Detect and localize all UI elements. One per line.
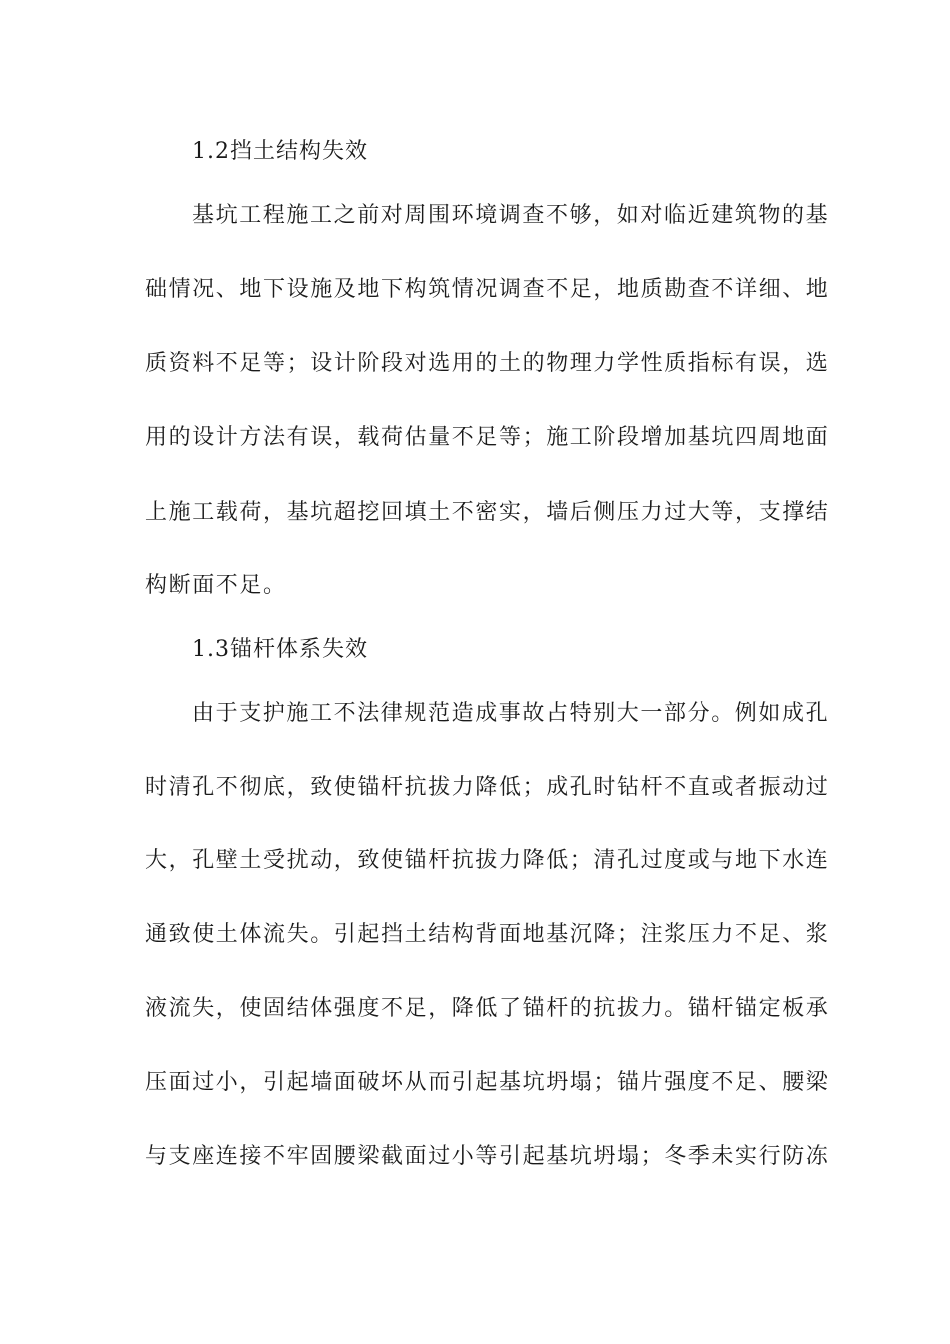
paragraph-line: 压面过小，引起墙面破坏从而引起基坑坍塌；锚片强度不足、腰梁 bbox=[145, 1070, 830, 1095]
paragraph-line: 通致使土体流失。引起挡土结构背面地基沉降；注浆压力不足、浆 bbox=[145, 922, 830, 947]
paragraph-line: 用的设计方法有误，载荷估量不足等；施工阶段增加基坑四周地面 bbox=[145, 425, 830, 450]
paragraph-line: 大，孔壁土受扰动，致使锚杆抗拔力降低；清孔过度或与地下水连 bbox=[145, 848, 830, 873]
section-heading-retaining-structure: 1.2挡土结构失效 bbox=[192, 139, 368, 164]
paragraph-line: 液流失，使固结体强度不足，降低了锚杆的抗拔力。锚杆锚定板承 bbox=[145, 996, 830, 1021]
paragraph-line: 时清孔不彻底，致使锚杆抗拔力降低；成孔时钻杆不直或者振动过 bbox=[145, 775, 830, 800]
section-heading-anchor-system: 1.3锚杆体系失效 bbox=[192, 637, 368, 662]
paragraph-line: 质资料不足等；设计阶段对选用的土的物理力学性质指标有误，选 bbox=[145, 351, 830, 376]
paragraph-line: 上施工载荷，基坑超挖回填土不密实，墙后侧压力过大等，支撑结 bbox=[145, 500, 830, 525]
paragraph-line: 基坑工程施工之前对周围环境调查不够，如对临近建筑物的基 bbox=[192, 203, 830, 228]
paragraph-line: 础情况、地下设施及地下构筑情况调查不足，地质勘查不详细、地 bbox=[145, 277, 830, 302]
paragraph-line: 与支座连接不牢固腰梁截面过小等引起基坑坍塌；冬季未实行防冻 bbox=[145, 1144, 830, 1169]
paragraph-line: 构断面不足。 bbox=[145, 573, 287, 598]
paragraph-line: 由于支护施工不法律规范造成事故占特别大一部分。例如成孔 bbox=[192, 701, 830, 726]
